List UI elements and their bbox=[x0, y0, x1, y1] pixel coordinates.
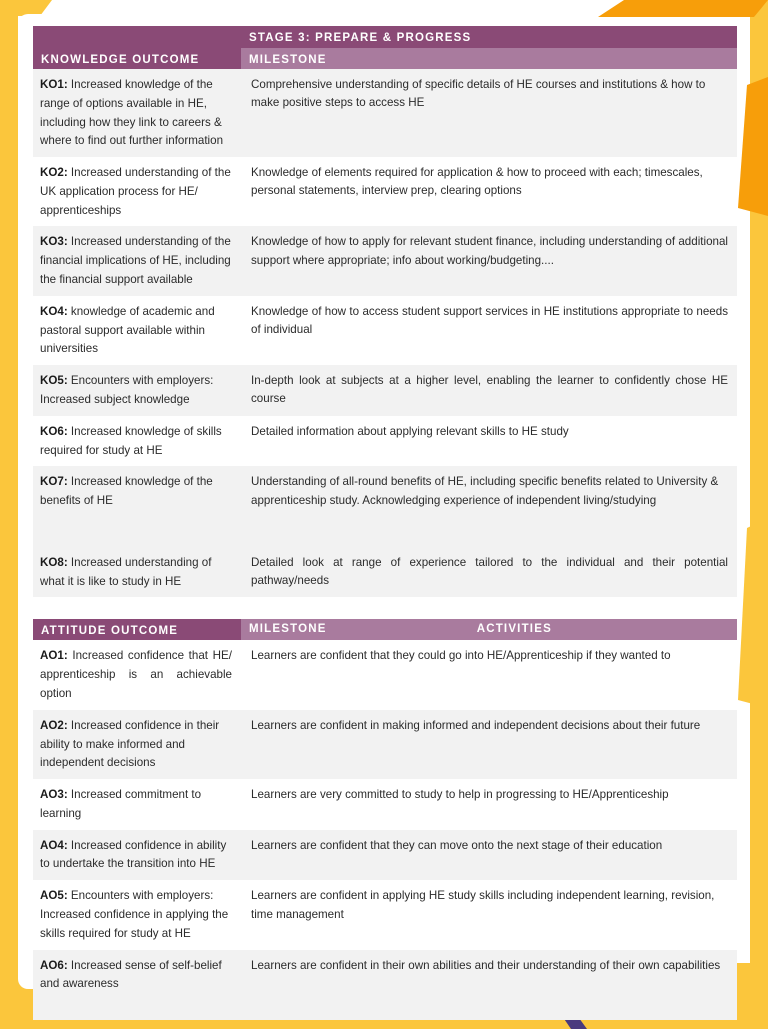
attitude-outcome-header-label: ATTITUDE OUTCOME bbox=[41, 624, 179, 637]
milestone-cell bbox=[241, 69, 737, 157]
outcome-cell bbox=[33, 547, 241, 598]
milestone-text: Detailed information about applying relevant skills to HE study bbox=[251, 424, 569, 438]
table-row bbox=[33, 296, 737, 365]
knowledge-column-header-row bbox=[33, 48, 737, 69]
table-row bbox=[33, 830, 737, 881]
attitude-column-header-row bbox=[33, 619, 737, 640]
outcome-cell bbox=[33, 640, 241, 709]
milestone-text: Knowledge of how to access student support services in HE institutions appropriate to needs of individual bbox=[251, 304, 728, 337]
section-gap bbox=[33, 597, 737, 619]
outcome-cell bbox=[33, 416, 241, 467]
outcome-cell bbox=[33, 950, 241, 1001]
outcome-code: KO1: bbox=[40, 78, 68, 91]
milestone-text: Detailed look at range of experience tailored to the individual and their potential pathway/needs bbox=[251, 555, 728, 588]
outcome-cell bbox=[33, 69, 241, 157]
milestone-text: Learners are confident in applying HE study skills including independent learning, revision, time management bbox=[251, 889, 715, 921]
outcome-cell bbox=[33, 296, 241, 365]
outcome-code: KO8: bbox=[40, 555, 68, 569]
outcomes-table-container bbox=[33, 26, 737, 1020]
table-row bbox=[33, 640, 737, 709]
knowledge-milestone-header-cell bbox=[241, 48, 737, 69]
row-spacer bbox=[33, 517, 737, 527]
outcome-code: KO7: bbox=[40, 475, 68, 489]
outcome-text: Increased knowledge of skills required for study at HE bbox=[40, 424, 222, 457]
outcome-cell bbox=[33, 226, 241, 295]
outcome-code: AO1: bbox=[40, 649, 68, 663]
table-row bbox=[33, 226, 737, 295]
milestone-text: Knowledge of elements required for application & how to proceed with each; timescales, personal statements, interview prep, clearing options bbox=[251, 166, 703, 198]
milestone-cell bbox=[241, 830, 737, 881]
milestone-text: Understanding of all-round benefits of HE, including specific benefits related to University & apprenticeship study. Acknowledging experience of independent living/studying bbox=[251, 475, 719, 507]
milestone-text: Learners are confident that they could go into HE/Apprenticeship if they wanted to bbox=[251, 649, 671, 663]
outcome-text: Increased understanding of what it is like to study in HE bbox=[40, 555, 212, 588]
outcome-text: Increased knowledge of the range of options available in HE, including how they link to careers & where to find out further information bbox=[40, 78, 224, 148]
top-orange-trapezoid bbox=[598, 0, 768, 17]
table-row bbox=[33, 157, 737, 226]
row-spacer bbox=[33, 1010, 737, 1020]
milestone-text: Learners are very committed to study to help in progressing to HE/Apprenticeship bbox=[251, 788, 669, 802]
outcome-cell bbox=[33, 710, 241, 779]
attitude-activities-header-label: ACTIVITIES bbox=[476, 623, 552, 636]
attitude-outcomes-table bbox=[33, 619, 737, 1020]
table-row bbox=[33, 779, 737, 830]
outcome-text: Encounters with employers: Increased subject knowledge bbox=[40, 374, 214, 406]
outcome-code: AO2: bbox=[40, 718, 68, 732]
stage-header-row bbox=[33, 26, 737, 48]
milestone-cell bbox=[241, 466, 737, 517]
milestone-cell bbox=[241, 365, 737, 416]
table-row bbox=[33, 950, 737, 1001]
table-row bbox=[33, 880, 737, 949]
outcome-code: KO3: bbox=[40, 235, 68, 249]
outcome-text: knowledge of academic and pastoral support available within universities bbox=[40, 304, 215, 356]
stage-header-title-cell bbox=[241, 26, 737, 48]
milestone-cell bbox=[241, 547, 737, 598]
milestone-cell bbox=[241, 779, 737, 830]
right-yellow-wedge bbox=[738, 518, 768, 708]
table-row bbox=[33, 466, 737, 517]
outcome-code: AO3: bbox=[40, 788, 68, 802]
attitude-milestone-header-label: MILESTONE bbox=[249, 623, 327, 636]
row-spacer bbox=[33, 527, 737, 537]
milestone-text: Knowledge of how to apply for relevant student finance, including understanding of additional support where appropriate; info about working/budgeting.... bbox=[251, 235, 728, 267]
milestone-cell bbox=[241, 880, 737, 949]
outcome-code: AO6: bbox=[40, 958, 68, 972]
milestone-text: In-depth look at subjects at a higher level, enabling the learner to confidently chose HE course bbox=[251, 374, 728, 406]
outcome-cell bbox=[33, 157, 241, 226]
table-row bbox=[33, 710, 737, 779]
row-spacer bbox=[33, 537, 737, 547]
milestone-text: Learners are confident in their own abilities and their understanding of their own capabilities bbox=[251, 958, 721, 972]
table-row bbox=[33, 416, 737, 467]
row-spacer bbox=[33, 1000, 737, 1010]
outcome-text: Increased understanding of the financial implications of HE, including the financial support available bbox=[40, 235, 231, 287]
knowledge-outcome-header-cell bbox=[33, 48, 241, 69]
outcome-text: Increased understanding of the UK application process for HE/ apprenticeships bbox=[40, 166, 231, 217]
table-row bbox=[33, 365, 737, 416]
outcome-cell bbox=[33, 365, 241, 416]
outcome-cell bbox=[33, 779, 241, 830]
table-row bbox=[33, 69, 737, 157]
outcome-text: Increased confidence that HE/ apprenticeship is an achievable option bbox=[40, 649, 232, 700]
knowledge-outcomes-table bbox=[33, 26, 737, 597]
right-orange-wedge bbox=[738, 77, 768, 216]
milestone-cell bbox=[241, 296, 737, 365]
milestone-cell bbox=[241, 710, 737, 779]
knowledge-milestone-header-label: MILESTONE bbox=[249, 53, 327, 66]
milestone-cell bbox=[241, 950, 737, 1001]
outcome-code: AO4: bbox=[40, 838, 68, 852]
attitude-outcome-header-cell bbox=[33, 619, 241, 640]
outcome-cell bbox=[33, 830, 241, 881]
outcome-text: Encounters with employers: Increased confidence in applying the skills required for study at HE bbox=[40, 889, 229, 940]
outcome-cell bbox=[33, 880, 241, 949]
outcome-text: Increased confidence in ability to undertake the transition into HE bbox=[40, 838, 227, 871]
milestone-cell bbox=[241, 416, 737, 467]
outcome-code: KO2: bbox=[40, 166, 68, 180]
stage-title: STAGE 3: PREPARE & PROGRESS bbox=[249, 32, 472, 44]
outcome-code: KO6: bbox=[40, 424, 68, 438]
milestone-text: Learners are confident in making informed and independent decisions about their future bbox=[251, 718, 701, 732]
outcome-text: Increased commitment to learning bbox=[40, 788, 202, 820]
milestone-cell bbox=[241, 226, 737, 295]
outcome-text: Increased sense of self-belief and awareness bbox=[40, 958, 222, 991]
stage-header-blank-cell bbox=[33, 26, 241, 48]
milestone-text: Learners are confident that they can move onto the next stage of their education bbox=[251, 838, 663, 852]
outcome-cell bbox=[33, 466, 241, 517]
milestone-cell bbox=[241, 157, 737, 226]
milestone-cell bbox=[241, 640, 737, 709]
outcome-code: KO5: bbox=[40, 374, 68, 388]
outcome-code: KO4: bbox=[40, 304, 68, 318]
table-row bbox=[33, 547, 737, 598]
outcome-text: Increased knowledge of the benefits of HE bbox=[40, 475, 213, 508]
outcome-text: Increased confidence in their ability to make informed and independent decisions bbox=[40, 718, 220, 770]
attitude-milestone-activities-header-cell bbox=[241, 619, 737, 640]
knowledge-outcome-header-label: KNOWLEDGE OUTCOME bbox=[41, 53, 200, 66]
outcome-code: AO5: bbox=[40, 889, 68, 903]
milestone-text: Comprehensive understanding of specific details of HE courses and institutions & how to make positive steps to access HE bbox=[251, 78, 706, 110]
